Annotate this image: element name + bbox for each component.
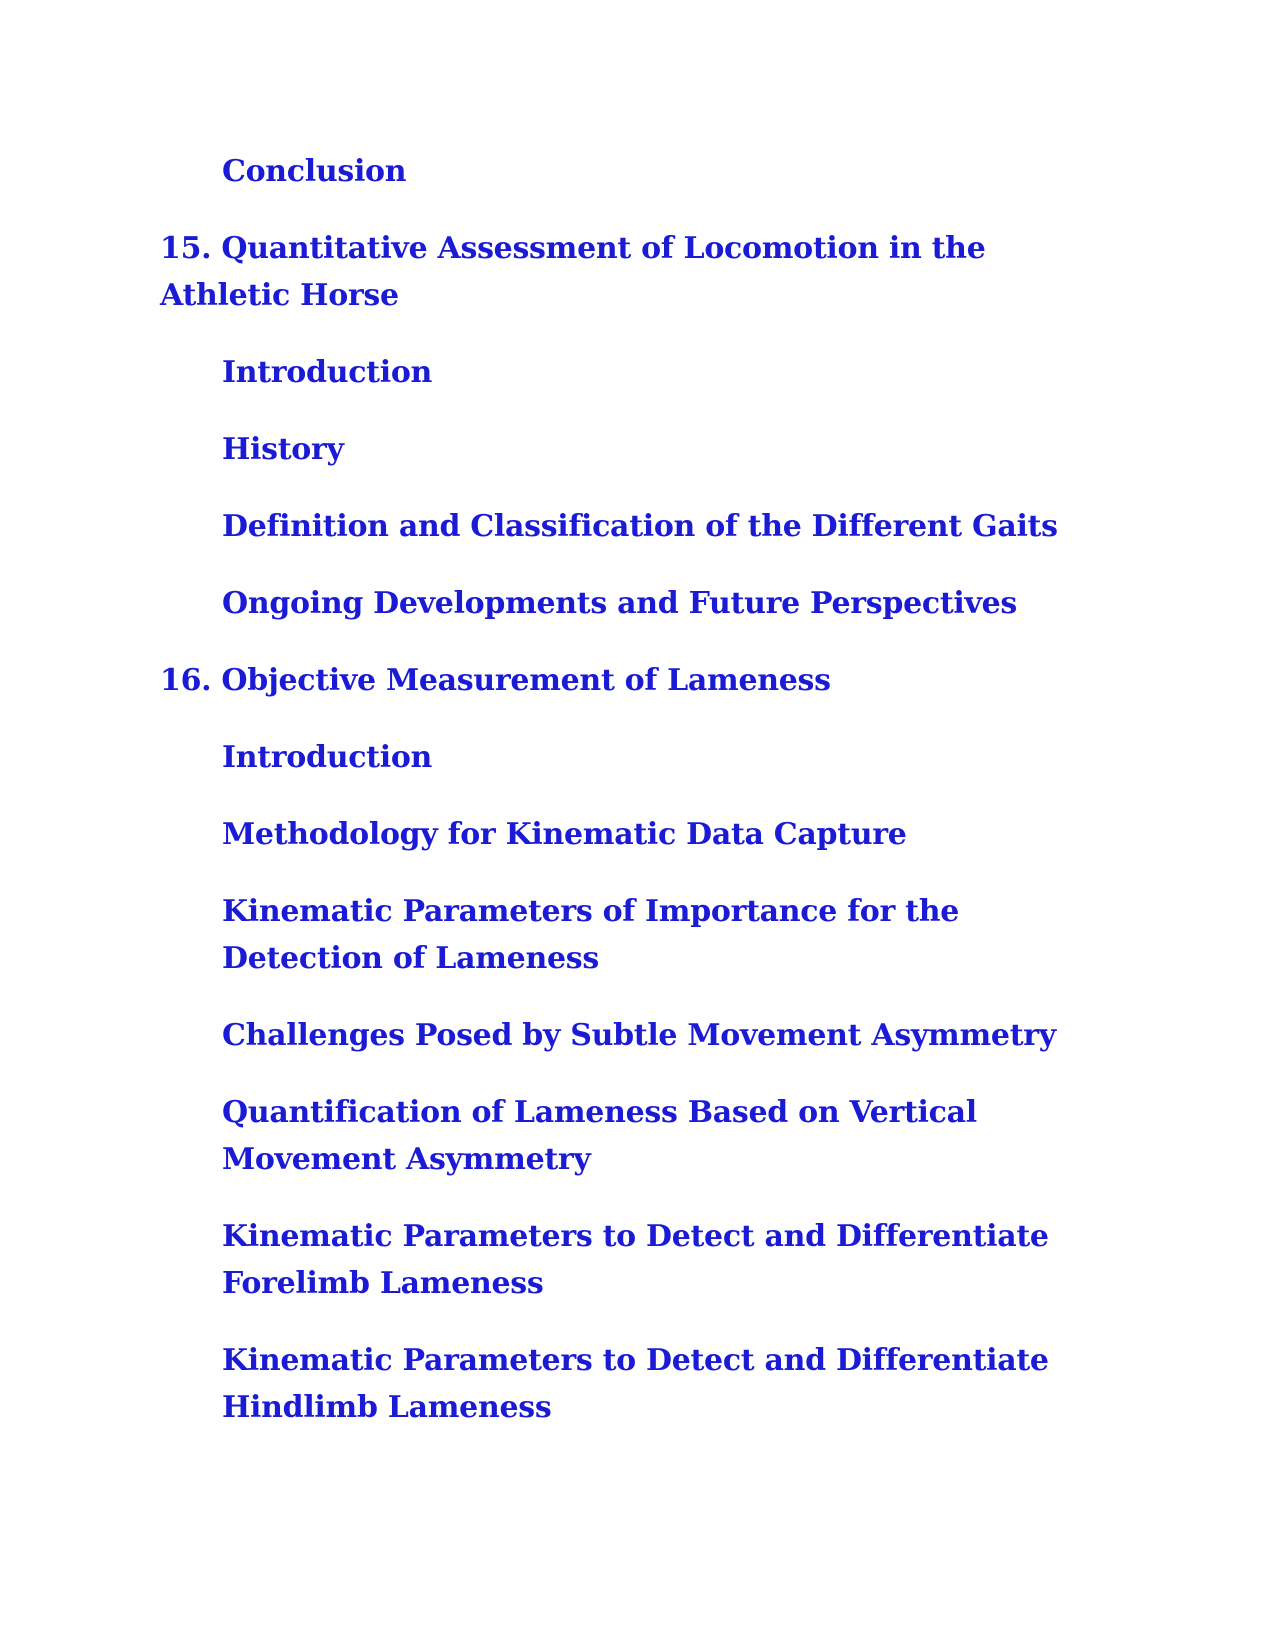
toc-link-ch16-methodology[interactable]: Methodology for Kinematic Data Capture — [222, 817, 907, 852]
toc-link-conclusion[interactable]: Conclusion — [222, 154, 407, 189]
toc-link-ch16-forelimb-lameness[interactable]: Kinematic Parameters to Detect and Differentiate Forelimb Lameness — [222, 1219, 1049, 1301]
toc-link-ch15-gaits-definition[interactable]: Definition and Classification of the Different Gaits — [222, 509, 1058, 544]
toc-link-ch16-kinematic-parameters[interactable]: Kinematic Parameters of Importance for the Detection of Lameness — [222, 894, 960, 976]
toc-link-ch15-future-perspectives[interactable]: Ongoing Developments and Future Perspectives — [222, 586, 1017, 621]
toc-link-ch16-introduction[interactable]: Introduction — [222, 740, 433, 775]
toc-link-ch15-history[interactable]: History — [222, 432, 344, 467]
toc-link-ch16-subtle-asymmetry[interactable]: Challenges Posed by Subtle Movement Asymmetry — [222, 1018, 1056, 1053]
toc-link-ch15-introduction[interactable]: Introduction — [222, 355, 433, 390]
toc-link-chapter-16[interactable]: 16. Objective Measurement of Lameness — [160, 663, 831, 698]
table-of-contents — [160, 148, 1120, 1461]
toc-link-ch16-hindlimb-lameness[interactable]: Kinematic Parameters to Detect and Differentiate Hindlimb Lameness — [222, 1343, 1049, 1425]
toc-link-chapter-15[interactable]: 15. Quantitative Assessment of Locomotion in the Athletic Horse — [160, 231, 986, 313]
toc-link-ch16-vertical-asymmetry[interactable]: Quantification of Lameness Based on Vertical Movement Asymmetry — [222, 1095, 977, 1177]
